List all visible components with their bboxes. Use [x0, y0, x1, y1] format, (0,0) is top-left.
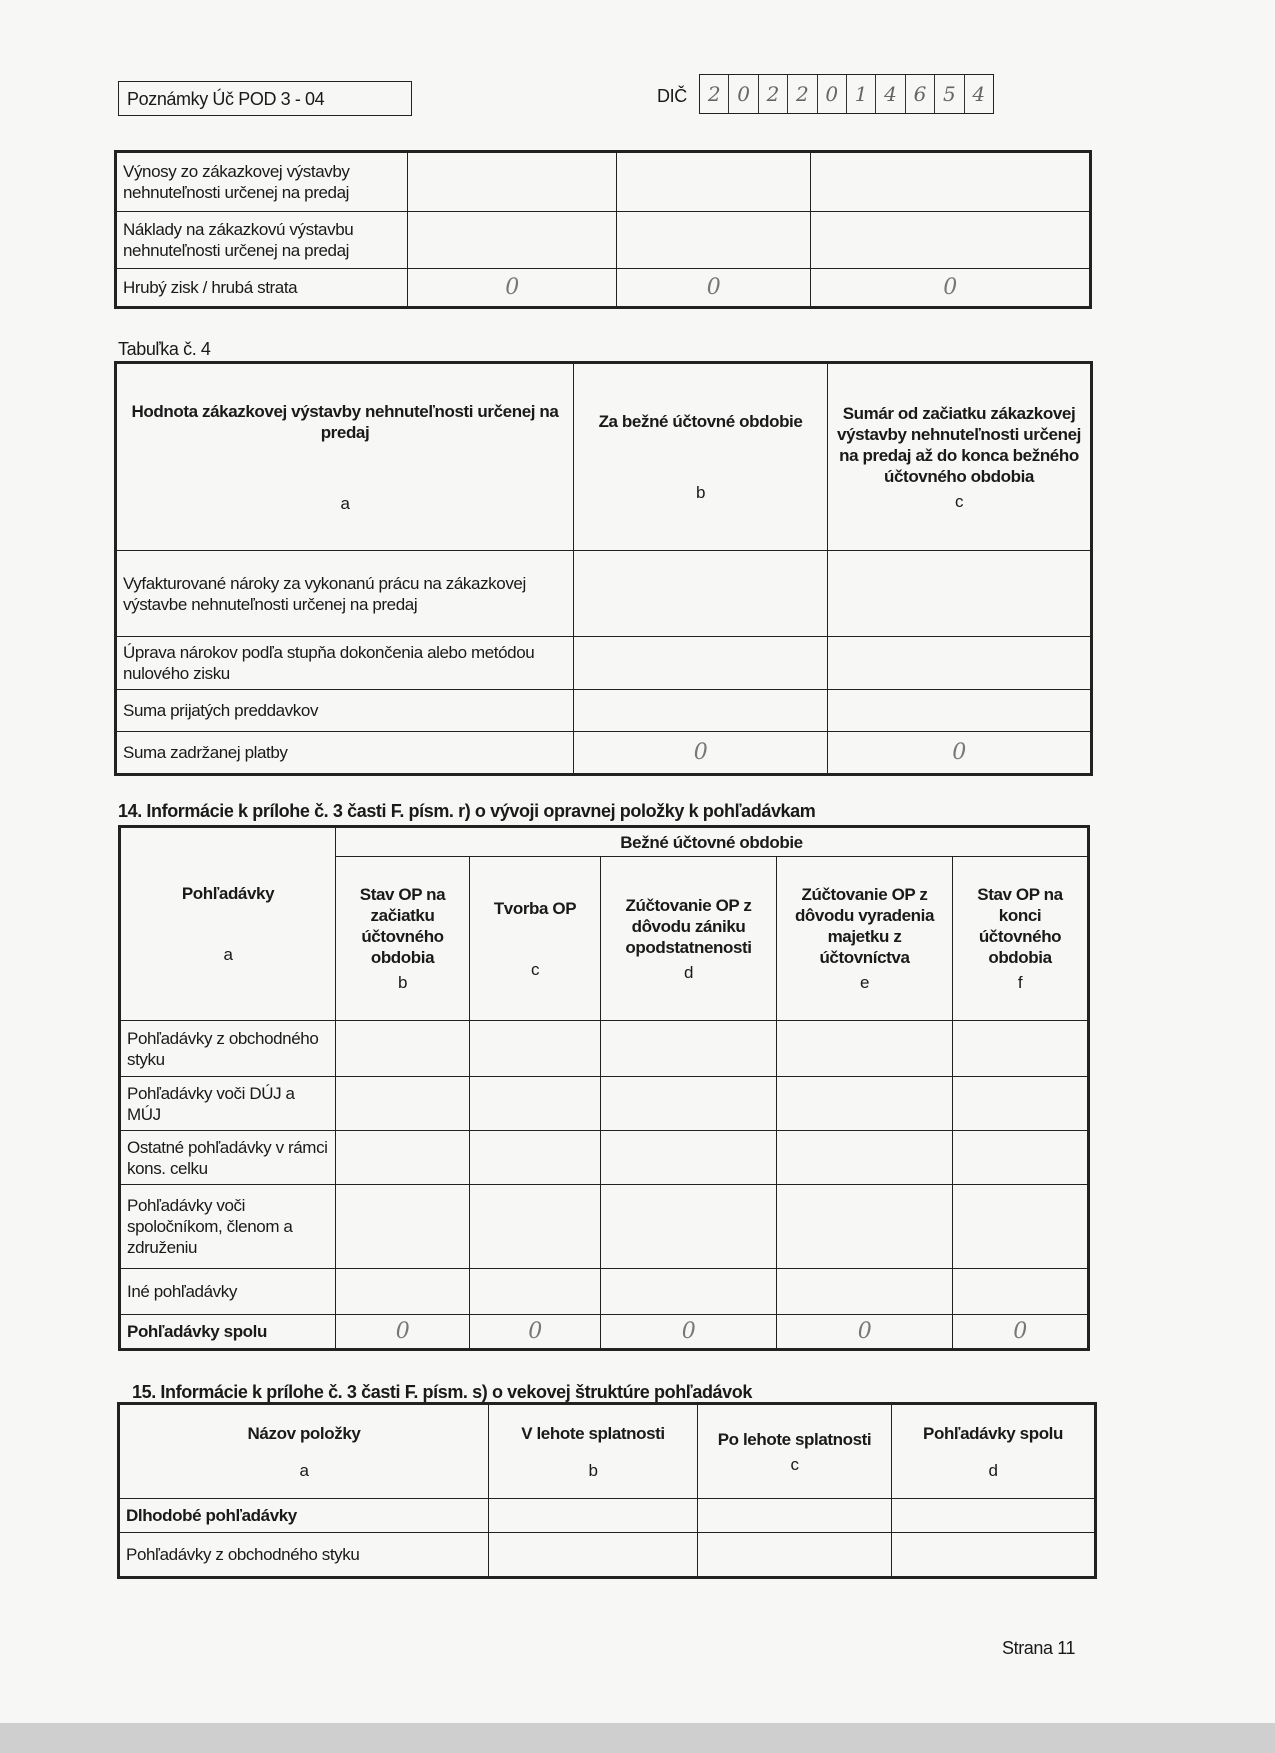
column-header: Hodnota zákazkovej výstavby nehnuteľnosti určenej na predaj a	[116, 363, 574, 551]
income-table	[114, 150, 1092, 309]
value-cell[interactable]: 0	[601, 1315, 777, 1350]
value-cell[interactable]	[470, 1021, 601, 1077]
value-cell[interactable]	[617, 212, 811, 269]
value-cell[interactable]	[777, 1131, 953, 1185]
row-label: Náklady na zákazkovú výstavbu nehnuteľnosti určenej na predaj	[116, 212, 408, 269]
value-cell[interactable]	[336, 1185, 470, 1269]
value-cell[interactable]	[470, 1131, 601, 1185]
header-row	[119, 1404, 1096, 1499]
dic-label: DIČ	[657, 86, 687, 106]
value-cell[interactable]	[408, 212, 617, 269]
value-cell[interactable]: 0	[617, 269, 811, 308]
value-cell[interactable]	[698, 1533, 892, 1578]
value-cell[interactable]	[601, 1269, 777, 1315]
table-row	[116, 212, 1091, 269]
column-header: Stav OP na začiatku účtovného obdobia b	[336, 857, 470, 1021]
scan-edge	[0, 1723, 1275, 1753]
value-cell[interactable]	[777, 1269, 953, 1315]
value-cell[interactable]	[698, 1499, 892, 1533]
value-cell[interactable]	[777, 1077, 953, 1131]
row-label: Vyfakturované nároky za vykonanú prácu na zákazkovej výstavbe nehnuteľnosti určenej na predaj	[116, 551, 574, 637]
column-header: Sumár od začiatku zákazkovej výstavby nehnuteľnosti určenej na predaj až do konca bežného účtovného obdobia c	[828, 363, 1092, 551]
value-cell[interactable]	[953, 1021, 1089, 1077]
row-label: Pohľadávky spolu	[120, 1315, 336, 1350]
value-cell[interactable]	[489, 1499, 698, 1533]
table-row	[116, 732, 1092, 775]
value-cell[interactable]	[574, 637, 828, 690]
value-cell[interactable]: 0	[336, 1315, 470, 1350]
column-header: Pohľadávky spolu d	[892, 1404, 1096, 1499]
dic-digit: 6	[906, 75, 935, 113]
value-cell[interactable]	[574, 690, 828, 732]
row-label: Úprava nárokov podľa stupňa dokončenia alebo metódou nulového zisku	[116, 637, 574, 690]
value-cell[interactable]	[953, 1269, 1089, 1315]
value-cell[interactable]	[470, 1269, 601, 1315]
table-row	[120, 1021, 1089, 1077]
row-label: Dlhodobé pohľadávky	[119, 1499, 489, 1533]
form-code: Poznámky Úč POD 3 - 04	[127, 89, 325, 109]
table-row	[120, 1315, 1089, 1350]
dic-digit: 0	[818, 75, 847, 113]
column-header: Za bežné účtovné obdobie b	[574, 363, 828, 551]
table-row	[116, 269, 1091, 308]
value-cell[interactable]	[601, 1021, 777, 1077]
row-label: Pohľadávky voči DÚJ a MÚJ	[120, 1077, 336, 1131]
group-header: Bežné účtovné obdobie	[336, 827, 1089, 857]
column-header: V lehote splatnosti b	[489, 1404, 698, 1499]
value-cell[interactable]	[574, 551, 828, 637]
section14-table	[118, 825, 1090, 1351]
dic-digit: 4	[876, 75, 905, 113]
dic-digit: 2	[788, 75, 817, 113]
page-number: Strana 11	[1002, 1638, 1076, 1658]
dic-digit: 4	[972, 82, 986, 106]
column-header: Názov položky a	[119, 1404, 489, 1499]
table-row	[120, 1077, 1089, 1131]
table-row	[116, 152, 1091, 212]
dic-field	[699, 74, 994, 114]
form-code-box	[118, 81, 412, 116]
column-header: Pohľadávky a	[120, 827, 336, 1021]
value-cell[interactable]	[828, 637, 1092, 690]
section15-title: 15. Informácie k prílohe č. 3 časti F. písm. s) o vekovej štruktúre pohľadávok	[132, 1382, 752, 1402]
value-cell[interactable]	[777, 1185, 953, 1269]
value-cell[interactable]	[601, 1077, 777, 1131]
row-label: Iné pohľadávky	[120, 1269, 336, 1315]
value-cell[interactable]	[811, 152, 1091, 212]
row-label: Pohľadávky z obchodného styku	[119, 1533, 489, 1578]
table4	[114, 361, 1093, 776]
section14-title: 14. Informácie k prílohe č. 3 časti F. písm. r) o vývoji opravnej položky k pohľadávkam	[118, 801, 816, 821]
section15-table	[117, 1402, 1097, 1579]
row-label: Pohľadávky z obchodného styku	[120, 1021, 336, 1077]
value-cell[interactable]	[892, 1499, 1096, 1533]
header-row	[116, 363, 1092, 551]
value-cell[interactable]	[953, 1185, 1089, 1269]
table-row	[120, 1185, 1089, 1269]
header-row	[120, 827, 1089, 857]
value-cell[interactable]	[336, 1077, 470, 1131]
value-cell[interactable]	[953, 1131, 1089, 1185]
column-header: Zúčtovanie OP z dôvodu vyradenia majetku z účtovníctva e	[777, 857, 953, 1021]
table-row	[119, 1499, 1096, 1533]
table-row	[120, 1269, 1089, 1315]
dic-digit: 1	[847, 75, 876, 113]
row-label: Ostatné pohľadávky v rámci kons. celku	[120, 1131, 336, 1185]
value-cell[interactable]: 0	[470, 1315, 601, 1350]
value-cell[interactable]	[601, 1185, 777, 1269]
value-cell[interactable]: 0	[828, 732, 1092, 775]
row-label: Suma zadržanej platby	[116, 732, 574, 775]
row-label: Pohľadávky voči spoločníkom, členom a združeniu	[120, 1185, 336, 1269]
table-row	[116, 637, 1092, 690]
value-cell[interactable]	[617, 152, 811, 212]
value-cell[interactable]	[336, 1131, 470, 1185]
value-cell[interactable]	[470, 1185, 601, 1269]
row-label: Suma prijatých preddavkov	[116, 690, 574, 732]
column-header: Stav OP na konci účtovného obdobia f	[953, 857, 1089, 1021]
value-cell[interactable]: 0	[574, 732, 828, 775]
value-cell[interactable]	[489, 1533, 698, 1578]
value-cell[interactable]: 0	[953, 1315, 1089, 1350]
table4-title: Tabuľka č. 4	[118, 339, 211, 359]
value-cell[interactable]	[336, 1021, 470, 1077]
column-header: Tvorba OP c	[470, 857, 601, 1021]
value-cell[interactable]	[777, 1021, 953, 1077]
dic-digit: 5	[935, 75, 964, 113]
row-label: Výnosy zo zákazkovej výstavby nehnuteľnosti určenej na predaj	[116, 152, 408, 212]
value-cell[interactable]: 0	[811, 269, 1091, 308]
table-row	[116, 690, 1092, 732]
value-cell[interactable]	[828, 551, 1092, 637]
value-cell[interactable]: 0	[408, 269, 617, 308]
table-row	[120, 1131, 1089, 1185]
dic-digit: 0	[729, 75, 758, 113]
row-label: Hrubý zisk / hrubá strata	[116, 269, 408, 308]
value-cell[interactable]	[892, 1533, 1096, 1578]
value-cell[interactable]	[953, 1077, 1089, 1131]
table-row	[116, 551, 1092, 637]
dic-digit: 2	[759, 75, 788, 113]
value-cell[interactable]	[811, 212, 1091, 269]
value-cell[interactable]: 0	[777, 1315, 953, 1350]
column-header: Po lehote splatnosti c	[698, 1404, 892, 1499]
column-header: Zúčtovanie OP z dôvodu zániku opodstatnenosti d	[601, 857, 777, 1021]
value-cell[interactable]	[470, 1077, 601, 1131]
value-cell[interactable]	[336, 1269, 470, 1315]
dic-digit: 2	[700, 75, 729, 113]
value-cell[interactable]	[828, 690, 1092, 732]
value-cell[interactable]	[601, 1131, 777, 1185]
value-cell[interactable]	[408, 152, 617, 212]
table-row	[119, 1533, 1096, 1578]
